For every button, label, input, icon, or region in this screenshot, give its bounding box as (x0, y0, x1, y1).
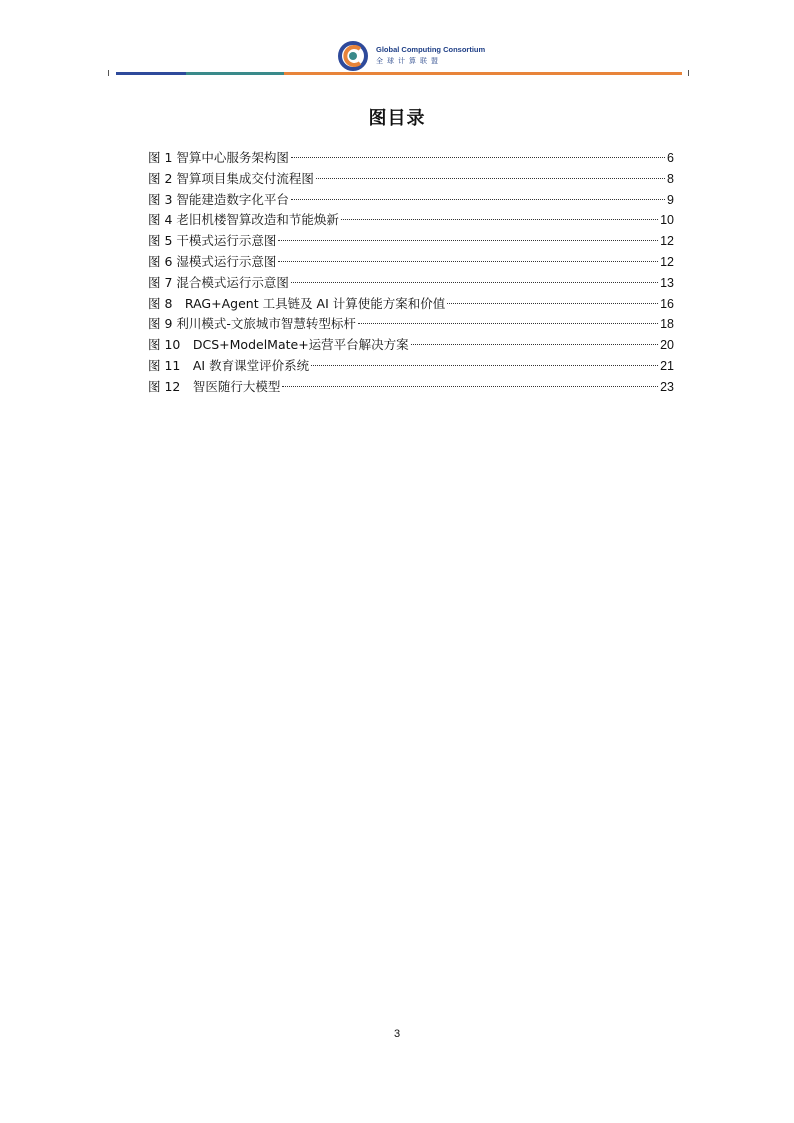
toc-entry-page: 8 (667, 171, 674, 186)
toc-entry-label: 图 12 智医随行大模型 (148, 378, 281, 394)
toc-dot-leader (282, 386, 658, 387)
toc-dot-leader (358, 323, 658, 324)
toc-entry-page: 16 (660, 296, 674, 311)
page-title: 图目录 (368, 108, 426, 129)
toc-dot-leader (291, 157, 665, 158)
toc-dot-leader (278, 261, 658, 262)
toc-entry[interactable] (148, 169, 674, 190)
toc-entry[interactable] (148, 273, 674, 294)
header-rule-green (186, 72, 284, 75)
toc-entry-page: 12 (660, 234, 674, 249)
toc-dot-leader (341, 219, 658, 220)
toc-dot-leader (311, 365, 658, 366)
header-rule-blue (116, 72, 186, 75)
toc-entry-page: 20 (660, 338, 674, 353)
toc-dot-leader (278, 240, 658, 241)
consortium-logo (338, 41, 486, 71)
logo-english-name: Global Computing Consortium (376, 45, 486, 54)
toc-entry-page: 13 (660, 275, 674, 290)
toc-dot-leader (316, 178, 665, 179)
toc-entry[interactable] (148, 148, 674, 169)
toc-entry-page: 18 (660, 317, 674, 332)
toc-entry-label: 图 3 智能建造数字化平台 (148, 191, 289, 207)
logo-chinese-name: 全球计算联盟 (376, 57, 442, 65)
page-header (0, 0, 794, 80)
toc-entry-page: 9 (667, 192, 674, 207)
toc-entry-label: 图 1 智算中心服务架构图 (148, 150, 289, 165)
toc-entry[interactable] (148, 210, 674, 231)
toc-entry-label: 图 11 AI 教育课堂评价系统 (148, 357, 310, 373)
toc-dot-leader (291, 199, 665, 200)
rule-right-tick (688, 70, 689, 76)
toc-entry-label: 图 10 DCS+ModelMate+运营平台解决方案 (148, 337, 409, 353)
rule-left-tick (108, 70, 109, 76)
toc-entry-label: 图 6 湿模式运行示意图 (148, 253, 277, 269)
toc-entry-page: 21 (660, 358, 674, 373)
toc-entry-label: 图 9 利川模式-文旅城市智慧转型标杆 (148, 316, 356, 332)
toc-entry-page: 23 (660, 379, 674, 394)
toc-entry-label: 图 7 混合模式运行示意图 (148, 274, 289, 290)
logo-icon (338, 41, 372, 71)
table-of-figures (148, 148, 674, 398)
toc-entry[interactable] (148, 314, 674, 335)
toc-entry[interactable] (148, 190, 674, 211)
toc-entry[interactable] (148, 294, 674, 315)
toc-entry[interactable] (148, 356, 674, 377)
toc-entry[interactable] (148, 231, 674, 252)
toc-dot-leader (447, 303, 658, 304)
page-number: 3 (393, 1028, 401, 1040)
toc-entry-label: 图 4 老旧机楼智算改造和节能焕新 (148, 212, 339, 228)
header-rule-orange (284, 72, 682, 75)
toc-dot-leader (411, 344, 658, 345)
toc-dot-leader (291, 282, 658, 283)
toc-entry-page: 12 (660, 254, 674, 269)
toc-entry[interactable] (148, 252, 674, 273)
toc-entry-page: 6 (667, 151, 674, 165)
toc-entry[interactable] (148, 335, 674, 356)
toc-entry-label: 图 8 RAG+Agent 工具链及 AI 计算使能方案和价值 (148, 295, 446, 311)
toc-entry-label: 图 5 干模式运行示意图 (148, 233, 277, 249)
toc-entry-page: 10 (660, 213, 674, 228)
toc-entry-label: 图 2 智算项目集成交付流程图 (148, 170, 314, 186)
toc-entry[interactable] (148, 377, 674, 398)
